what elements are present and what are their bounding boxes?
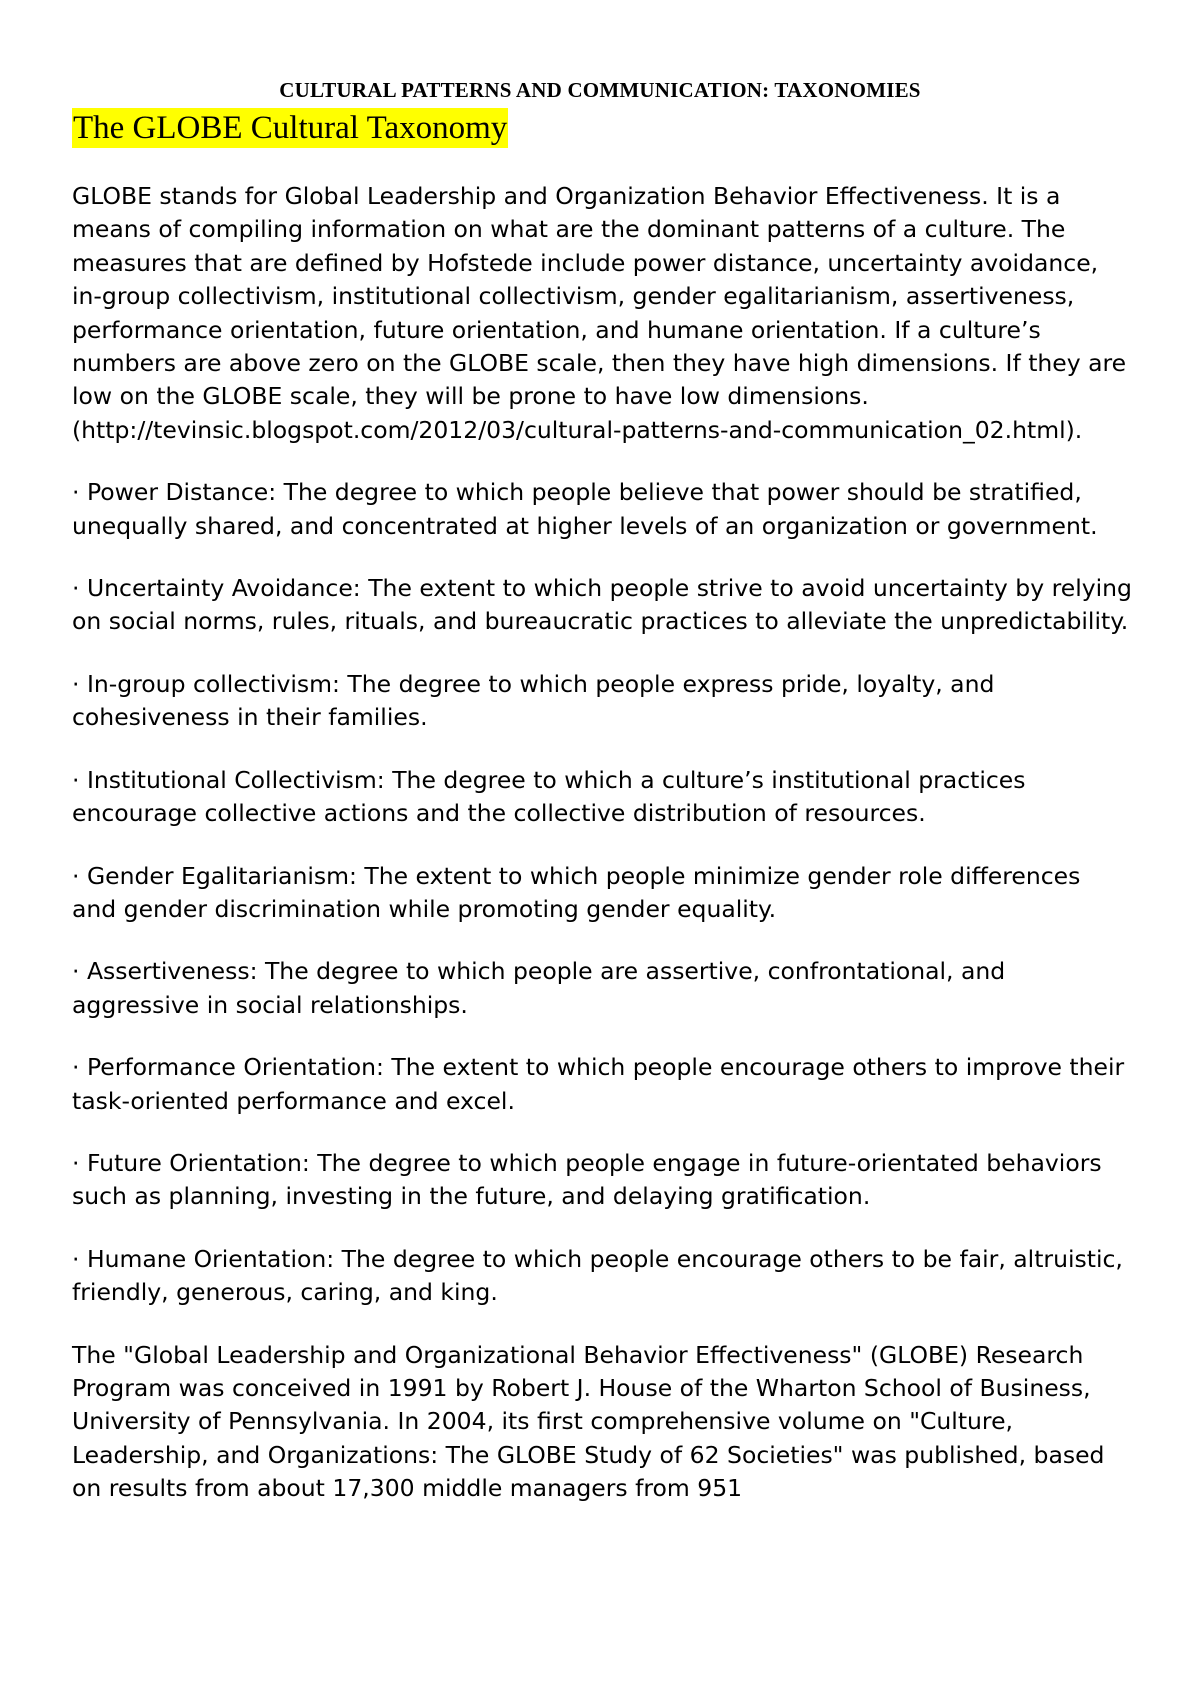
closing-paragraph: The "Global Leadership and Organizational Behavior Effectiveness" (GLOBE) Research Program was conceived in 1991 by Robert J. House of the Wharton School of Business, University of Pennsylvania. In 2004, its first comprehensive volume on "Culture, Leadership, and Organizations: The GLOBE Study of 62 Societies" was published, based on results from about 17,300 middle managers from 951 <box>72 1340 1105 1503</box>
dimension-power-distance: · Power Distance: The degree to which people believe that power should be stratified, unequally shared, and concentrated at higher levels of an organization or government. <box>72 478 1098 540</box>
dimension-gender-egalitarianism: · Gender Egalitarianism: The extent to which people minimize gender role differences and gender discrimination while promoting gender equality. <box>72 861 1081 923</box>
dimension-uncertainty-avoidance: · Uncertainty Avoidance: The extent to which people strive to avoid uncertainty by relying on social norms, rules, rituals, and bureaucratic practices to alleviate the unpredictability. <box>72 574 1132 636</box>
dimension-institutional-collectivism: · Institutional Collectivism: The degree to which a culture’s institutional practices encourage collective actions and the collective distribution of resources. <box>72 765 1026 828</box>
running-header: CULTURAL PATTERNS AND COMMUNICATION: TAXONOMIES <box>279 78 921 102</box>
section-title: The GLOBE Cultural Taxonomy <box>73 110 508 146</box>
dimension-humane-orientation: · Humane Orientation: The degree to which people encourage others to be fair, altruistic, friendly, generous, caring, and king. <box>72 1244 1123 1307</box>
dimension-performance-orientation: · Performance Orientation: The extent to which people encourage others to improve their task-oriented performance and excel. <box>72 1053 1125 1115</box>
document-body <box>72 180 1132 1535</box>
dimension-in-group-collectivism: · In-group collectivism: The degree to which people express pride, loyalty, and cohesiveness in their families. <box>72 669 995 732</box>
dimension-future-orientation: · Future Orientation: The degree to which people engage in future-orientated behaviors such as planning, investing in the future, and delaying gratification. <box>72 1148 1102 1211</box>
dimension-assertiveness: · Assertiveness: The degree to which people are assertive, confrontational, and aggressive in social relationships. <box>72 957 1006 1019</box>
intro-paragraph: GLOBE stands for Global Leadership and Organization Behavior Effectiveness. It is a means of compiling information on what are the dominant patterns of a culture. The measures that are defined by Hofstede include power distance, uncertainty avoidance, in-group collectivism, institutional collectivism, gender egalitarianism, assertiveness, performance orientation, future orientation, and humane orientation. If a culture’s numbers are above zero on the GLOBE scale, then they have high dimensions. If they are low on the GLOBE scale, they will be prone to have low dimensions. (http://tevinsic.blogspot.com/2012/03/cultural-patterns-and-communication_02.html). <box>72 182 1127 444</box>
